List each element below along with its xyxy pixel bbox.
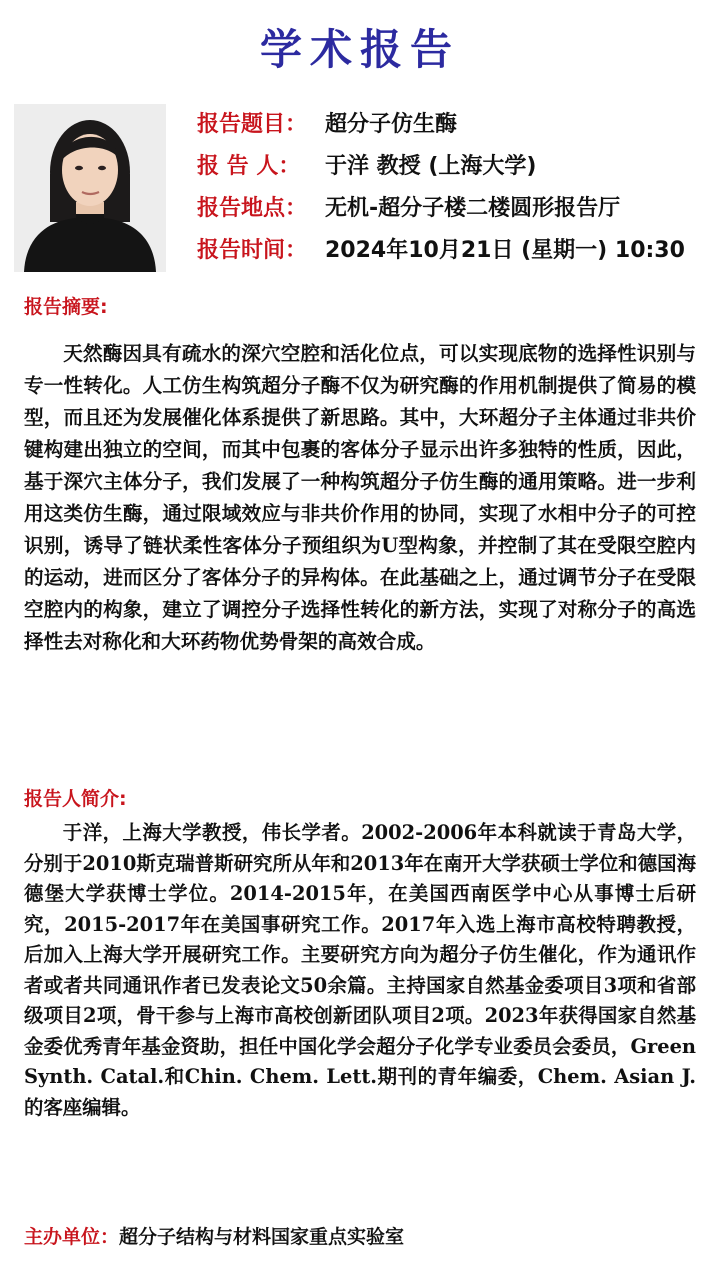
time-value: 2024年10月21日 (星期一) 10:30: [325, 238, 685, 263]
location-value: 无机-超分子楼二楼圆形报告厅: [325, 196, 621, 221]
speaker-row: [197, 146, 717, 188]
location-row: [197, 188, 717, 230]
location-label: 报告地点：: [197, 196, 308, 221]
time-label: 报告时间：: [197, 238, 308, 263]
speaker-label: 报 告 人：: [197, 154, 301, 179]
organizer-value: 超分子结构与材料国家重点实验室: [119, 1226, 405, 1248]
abstract-text: 天然酶因具有疏水的深穴空腔和活化位点，可以实现底物的选择性识别与专一性转化。人工仿生构筑超分子酶不仅为研究酶的作用机制提供了简易的模型，而且还为发展催化体系提供了新思路。其中，大环超分子主体通过非共价键构建出独立的空间，而其中包裹的客体分子显示出许多独特的性质，因此，基于深穴主体分子，我们发展了一种构筑超分子仿生酶的通用策略。进一步利用这类仿生酶，通过限域效应与非共价作用的协同，实现了水相中分子的可控识别，诱导了链状柔性客体分子预组织为U型构象，并控制了其在受限空腔内的运动，进而区分了客体分子的异构体。在此基础之上，通过调节分子在受限空腔内的构象，建立了调控分子选择性转化的新方法，实现了对称分子的高选择性去对称化和大环药物优势骨架的高效合成。: [24, 342, 696, 653]
speaker-photo: [14, 104, 166, 272]
topic-label: 报告题目：: [197, 112, 308, 137]
page-title: 学术报告: [259, 25, 460, 74]
organizer: [24, 1222, 404, 1252]
topic-value: 超分子仿生酶: [325, 112, 458, 137]
abstract-heading: 报告摘要:: [24, 296, 108, 318]
bio-heading: 报告人简介:: [24, 788, 127, 810]
organizer-label: 主办单位：: [24, 1226, 120, 1248]
time-row: [197, 230, 717, 272]
speaker-value: 于洋 教授 (上海大学): [325, 154, 537, 179]
talk-info: [197, 104, 717, 272]
topic-row: [197, 104, 717, 146]
bio-text: 于洋，上海大学教授，伟长学者。2002-2006年本科就读于青岛大学，分别于2010斯克瑞普斯研究所从年和2013年在南开大学获硕士学位和德国海德堡大学获博士学位。2014-2015年，在美国西南医学中心从事博士后研究，2015-2017年在美国事研究工作。2017年入选上海市高校特聘教授，后加入上海大学开展研究工作。主要研究方向为超分子仿生催化，作为通讯作者或者共同通讯作者已发表论文50余篇。主持国家自然基金委项目3项和省部级项目2项，骨干参与上海市高校创新团队项目2项。2023年获得国家自然基金委优秀青年基金资助，担任中国化学会超分子化学专业委员会委员，Green Synth. Catal.和Chin. Chem. Lett.期刊的青年编委，Chem. Asian J.的客座编辑。: [24, 821, 696, 1119]
